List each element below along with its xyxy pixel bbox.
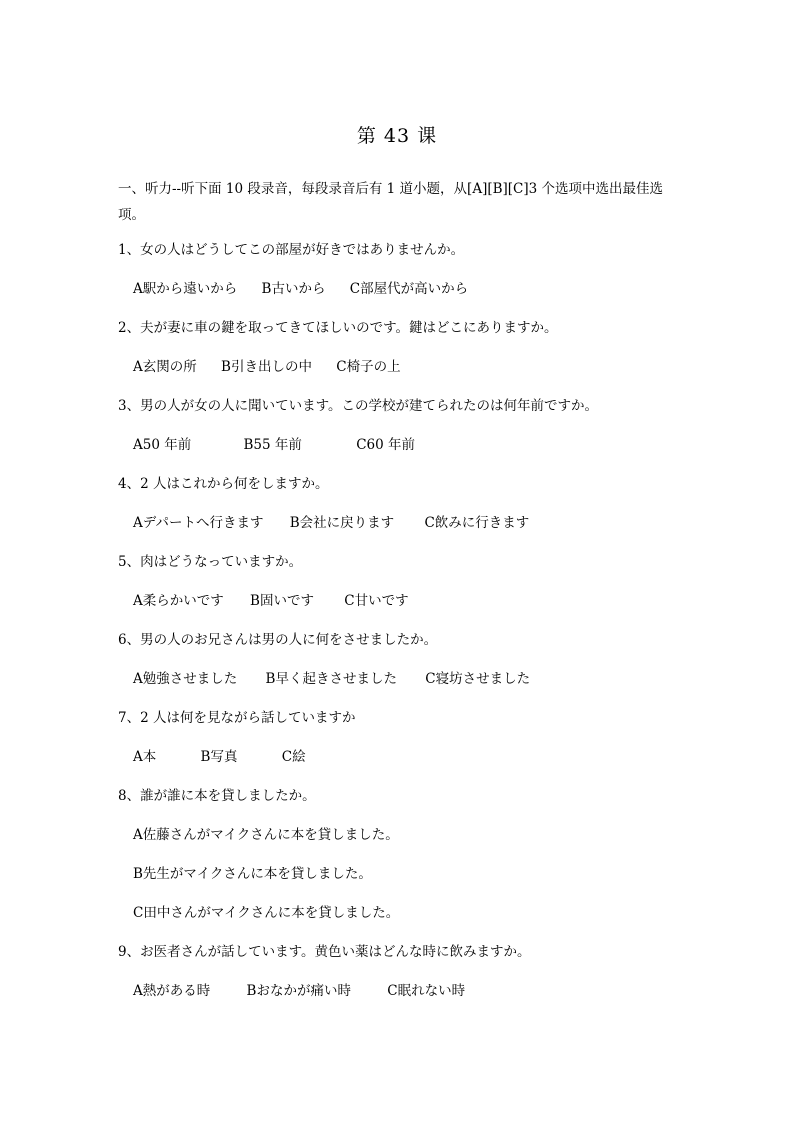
option-7-a: A本: [133, 749, 157, 765]
option-1-c: C部屋代が高いから: [349, 281, 469, 297]
options-7: [118, 747, 698, 767]
question-5: 5、肉はどうなっていますか。: [118, 554, 303, 570]
question-4: 4、2 人はこれから何をしますか。: [118, 476, 329, 492]
option-6-c: C寝坊させました: [425, 671, 531, 687]
question-1: 1、女の人はどうしてこの部屋が好きではありませんか。: [118, 242, 465, 258]
option-4-a: Aデパートへ行きます: [133, 515, 264, 531]
option-9-c: C眠れない時: [387, 983, 466, 999]
option-1-a: A駅から遠いから: [133, 281, 238, 297]
option-2-c: C椅子の上: [336, 359, 401, 375]
option-9-a: A熱がある時: [133, 983, 211, 999]
options-9: [118, 981, 698, 1001]
option-7-c: C絵: [281, 749, 306, 765]
question-2: 2、夫が妻に車の鍵を取ってきてほしいのです。鍵はどこにありますか。: [118, 320, 558, 336]
options-3: [118, 435, 698, 455]
option-5-a: A柔らかいです: [133, 593, 224, 609]
option-6-a: A勉強させました: [133, 671, 238, 687]
option-4-c: C飲みに行きます: [424, 515, 530, 531]
question-list: [118, 240, 698, 1020]
options-1: [118, 279, 698, 299]
question-8: 8、誰が誰に本を貸しましたか。: [118, 788, 316, 804]
option-6-b: B早く起きさせました: [265, 671, 397, 687]
option-8-c: C田中さんがマイクさんに本を貸しました。: [133, 905, 400, 921]
instructions: 一、听力--听下面 10 段录音，每段录音后有 1 道小题，从[A][B][C]3 个选项中选出最佳选项。: [118, 181, 664, 223]
option-9-b: Bおなかが痛い時: [246, 983, 351, 999]
option-8-b: B先生がマイクさんに本を貸しました。: [133, 866, 372, 882]
options-4: [118, 513, 698, 533]
page-title: 第 43 课: [356, 125, 438, 147]
option-3-b: B55 年前: [243, 437, 302, 453]
option-3-c: C60 年前: [356, 437, 416, 453]
option-5-c: C甘いです: [344, 593, 409, 609]
question-7: 7、2 人は何を見ながら話していますか: [118, 710, 356, 726]
option-5-b: B固いです: [250, 593, 314, 609]
option-7-b: B写真: [200, 749, 238, 765]
option-2-b: B引き出しの中: [221, 359, 312, 375]
option-2-a: A玄関の所: [133, 359, 197, 375]
option-3-a: A50 年前: [133, 437, 192, 453]
option-1-b: B古いから: [261, 281, 326, 297]
question-9: 9、お医者さんが話しています。黄色い薬はどんな時に飲みますか。: [118, 944, 531, 960]
option-8-a: A佐藤さんがマイクさんに本を貸しました。: [133, 827, 399, 843]
options-2: [118, 357, 698, 377]
option-4-b: B会社に戻ります: [289, 515, 395, 531]
options-6: [118, 669, 698, 689]
question-6: 6、男の人のお兄さんは男の人に何をさせましたか。: [118, 632, 438, 648]
options-5: [118, 591, 698, 611]
question-3: 3、男の人が女の人に聞いています。この学校が建てられたのは何年前ですか。: [118, 398, 599, 414]
